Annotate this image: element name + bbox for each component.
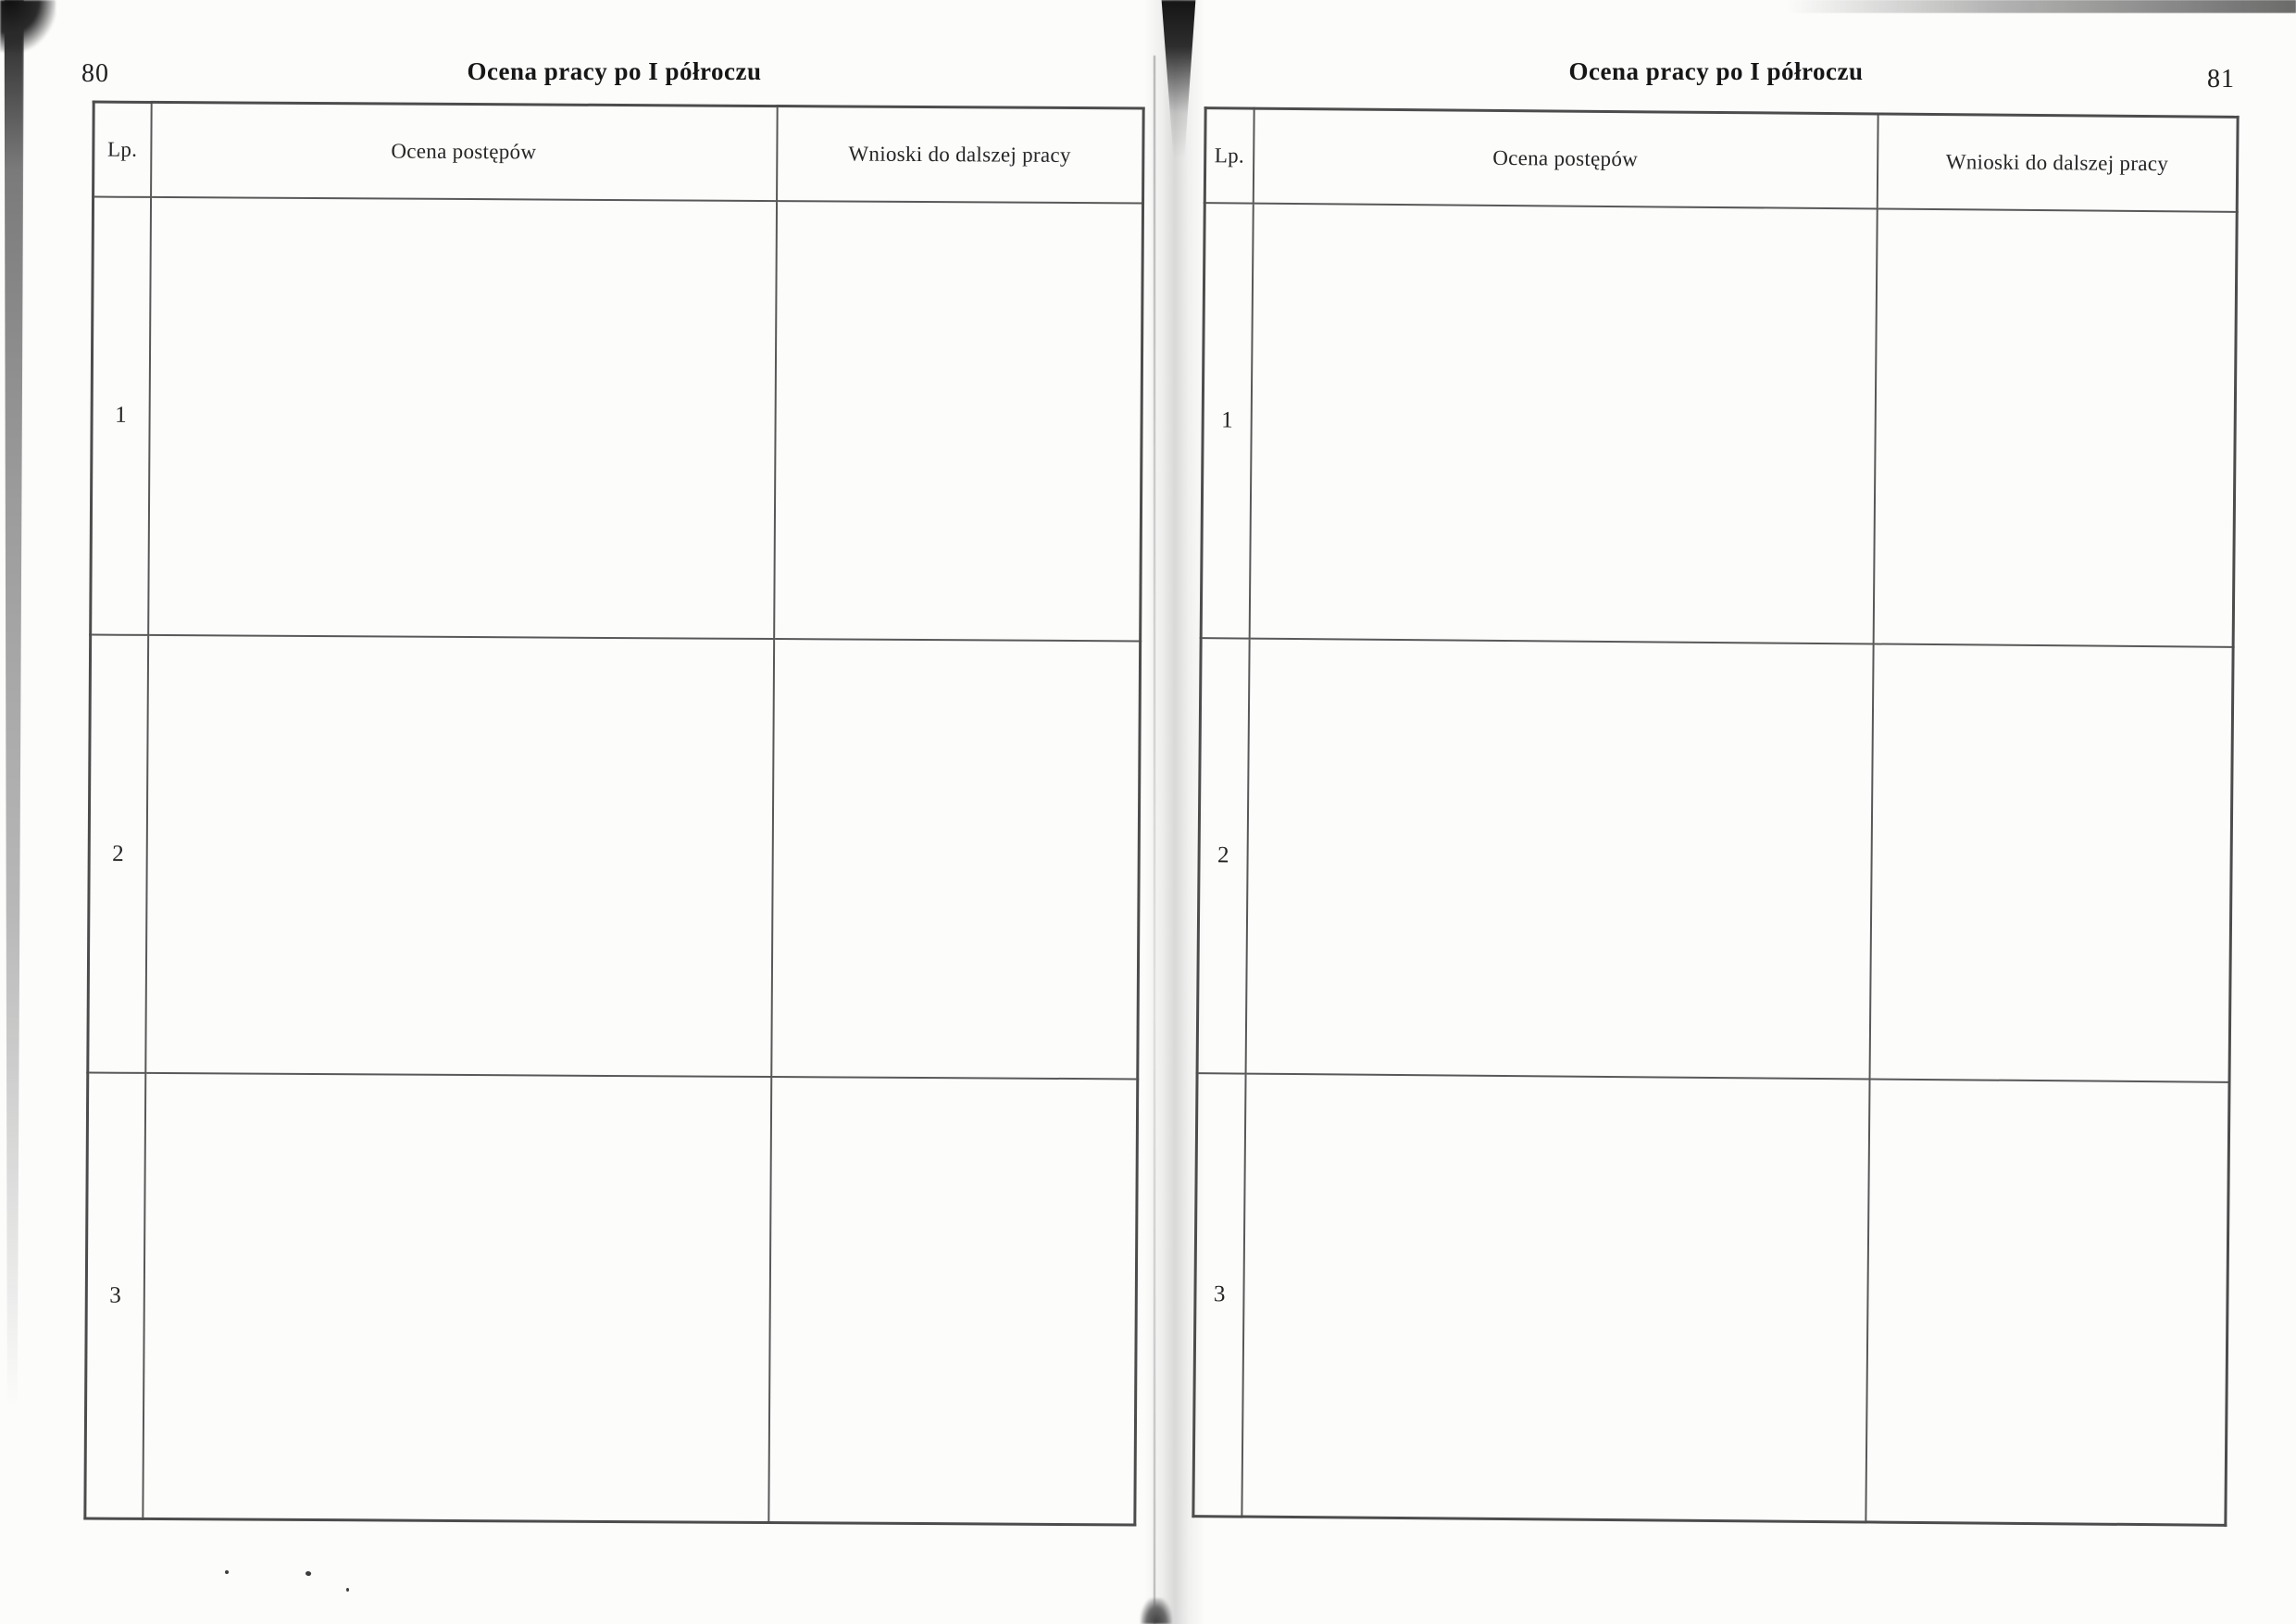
table-header-row <box>1204 108 2238 212</box>
row-number-cell: 1 <box>91 196 151 635</box>
book-gutter-bottom-shadow <box>1141 1598 1172 1624</box>
row-number-cell: 1 <box>1201 203 1253 639</box>
table-row <box>91 196 1143 641</box>
row-number-cell: 3 <box>1193 1073 1245 1517</box>
wnioski-cell <box>1869 643 2233 1082</box>
wnioski-cell <box>768 1077 1138 1525</box>
book-gutter-crease-line <box>1154 56 1155 1624</box>
row-number-cell: 3 <box>85 1073 145 1519</box>
page-number: 80 <box>81 59 109 88</box>
wnioski-cell <box>1873 208 2237 647</box>
ink-speck <box>305 1570 312 1577</box>
row-number-cell: 2 <box>88 634 148 1073</box>
page-title: Ocena pracy po I półroczu <box>467 57 762 85</box>
ocena-postepow-cell <box>1245 638 1873 1079</box>
page-title: Ocena pracy po I półroczu <box>1568 57 1864 85</box>
col-header-lp: Lp. <box>1204 108 1254 203</box>
table-header-row <box>94 102 1144 203</box>
wnioski-cell <box>1866 1080 2229 1526</box>
table-row <box>1201 203 2237 647</box>
col-header-wnioski-do-dalszej-pracy: Wnioski do dalszej pracy <box>777 106 1144 203</box>
col-header-ocena-postepow: Ocena postępów <box>151 102 778 200</box>
wnioski-cell <box>771 639 1141 1080</box>
ink-speck <box>225 1570 229 1574</box>
col-header-ocena-postepow: Ocena postępów <box>1253 108 1878 208</box>
ocena-postepow-cell <box>143 1073 771 1522</box>
ocena-postepow-cell <box>145 635 774 1077</box>
row-number-cell: 2 <box>1197 638 1249 1074</box>
ink-speck <box>346 1588 349 1592</box>
book-left-edge-shadow <box>0 0 24 1407</box>
ocena-postepow-cell <box>1249 203 1877 643</box>
page-number: 81 <box>2207 65 2235 94</box>
wnioski-cell <box>774 201 1143 642</box>
col-header-wnioski-do-dalszej-pracy: Wnioski do dalszej pracy <box>1877 114 2238 211</box>
ocena-postepow-cell <box>1242 1074 1869 1522</box>
assessment-table <box>1192 106 2239 1527</box>
scan-top-edge-shadow <box>1787 0 2296 13</box>
table-row <box>1193 1073 2229 1525</box>
assessment-table <box>83 101 1144 1527</box>
col-header-lp: Lp. <box>94 102 152 196</box>
table-row <box>85 1073 1138 1525</box>
ocena-postepow-cell <box>148 196 777 638</box>
book-left-edge-dark-corner <box>0 0 56 52</box>
table-row <box>88 634 1141 1079</box>
table-row <box>1197 638 2233 1082</box>
